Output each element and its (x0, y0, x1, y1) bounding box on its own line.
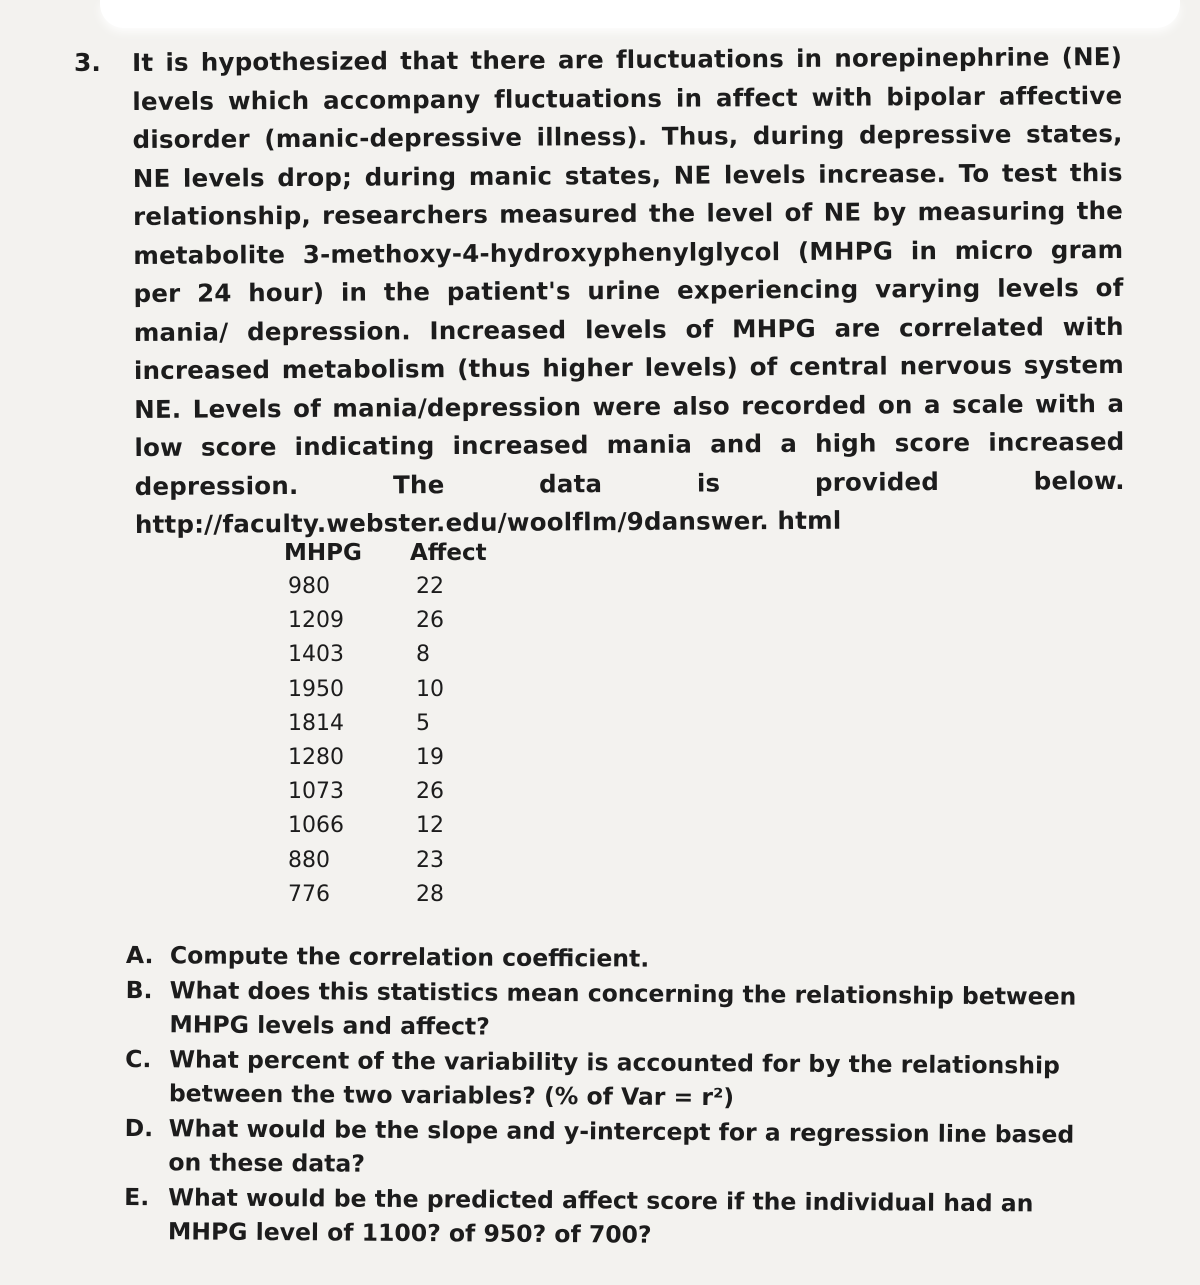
question-text: Compute the correlation coefficient. (169, 941, 650, 973)
affect-cell: 22 (416, 574, 444, 600)
mhpg-cell: 1073 (288, 779, 344, 805)
column-header-mhpg: MHPG (284, 540, 362, 566)
question-letter: B. (125, 975, 153, 1005)
question-letter: C. (125, 1044, 152, 1074)
table-row (284, 673, 491, 707)
problem-number: 3. (74, 48, 101, 77)
question-text: What does this statistics mean concerning the relationship between MHPG levels and affect? (169, 976, 1077, 1041)
question-b (125, 973, 1115, 1048)
mhpg-cell: 980 (288, 574, 330, 600)
affect-cell: 12 (416, 813, 444, 839)
table-row (284, 844, 491, 878)
mhpg-cell: 1209 (288, 608, 344, 634)
table-row (284, 707, 491, 741)
affect-cell: 19 (416, 745, 444, 771)
table-row (284, 570, 491, 604)
mhpg-cell: 1280 (288, 745, 344, 771)
table-row (284, 775, 491, 809)
question-letter: E. (124, 1182, 150, 1212)
mhpg-cell: 880 (288, 847, 330, 873)
mhpg-cell: 1950 (288, 676, 344, 702)
table-row (284, 604, 491, 638)
affect-cell: 26 (416, 779, 444, 805)
question-text: What percent of the variability is accounted for by the relationship between the two variables? (% of Var = r²) (168, 1045, 1061, 1112)
mhpg-cell: 776 (288, 881, 330, 907)
affect-cell: 23 (416, 847, 444, 873)
question-text: What would be the predicted affect score if the individual had an MHPG level of 1100? of 950? of 700? (167, 1183, 1034, 1249)
question-list (124, 938, 1116, 1255)
table-row (284, 638, 491, 672)
mhpg-cell: 1403 (288, 642, 344, 668)
table-row (284, 878, 491, 912)
question-letter: A. (125, 940, 154, 970)
affect-cell: 28 (416, 881, 444, 907)
mhpg-cell: 1066 (288, 813, 344, 839)
question-a (126, 938, 1116, 979)
question-text: What would be the slope and y-intercept for a regression line based on these data? (168, 1114, 1075, 1178)
mhpg-cell: 1814 (288, 710, 344, 736)
affect-cell: 26 (416, 608, 444, 634)
table-row (284, 809, 491, 843)
affect-cell: 10 (416, 676, 444, 702)
question-letter: D. (124, 1113, 154, 1143)
problem-stem: It is hypothesized that there are fluctuations in norepinephrine (NE) levels which accompany fluctuations in affect with bipolar affective disorder (manic-depressive illness). Thus, during depressive states, NE levels drop; during manic states, NE levels increase. To test this relationship, researchers measured the level of NE by measuring the metabolite 3-methoxy-4-hydroxyphenylglycol (MHPG in micro gram per 24 hour) in the patient's urine experiencing varying levels of mania/ depression. Increased levels of MHPG are correlated with increased metabolism (thus higher levels) of central nervous system NE. Levels of mania/depression were also recorded on a scale with a low score indicating increased mania and a high score increased depression. The data is provided below. http://faculty.webster.edu/woolflm/9danswer. html (132, 41, 1125, 539)
table-header-row (284, 536, 491, 570)
affect-cell: 8 (416, 642, 430, 668)
redacted-header-blur (100, 0, 1180, 28)
data-table (284, 536, 491, 912)
column-header-affect: Affect (410, 540, 487, 566)
table-row (284, 741, 491, 775)
question-c (125, 1042, 1115, 1117)
affect-cell: 5 (416, 710, 430, 736)
question-e (124, 1180, 1114, 1255)
question-d (124, 1111, 1114, 1186)
